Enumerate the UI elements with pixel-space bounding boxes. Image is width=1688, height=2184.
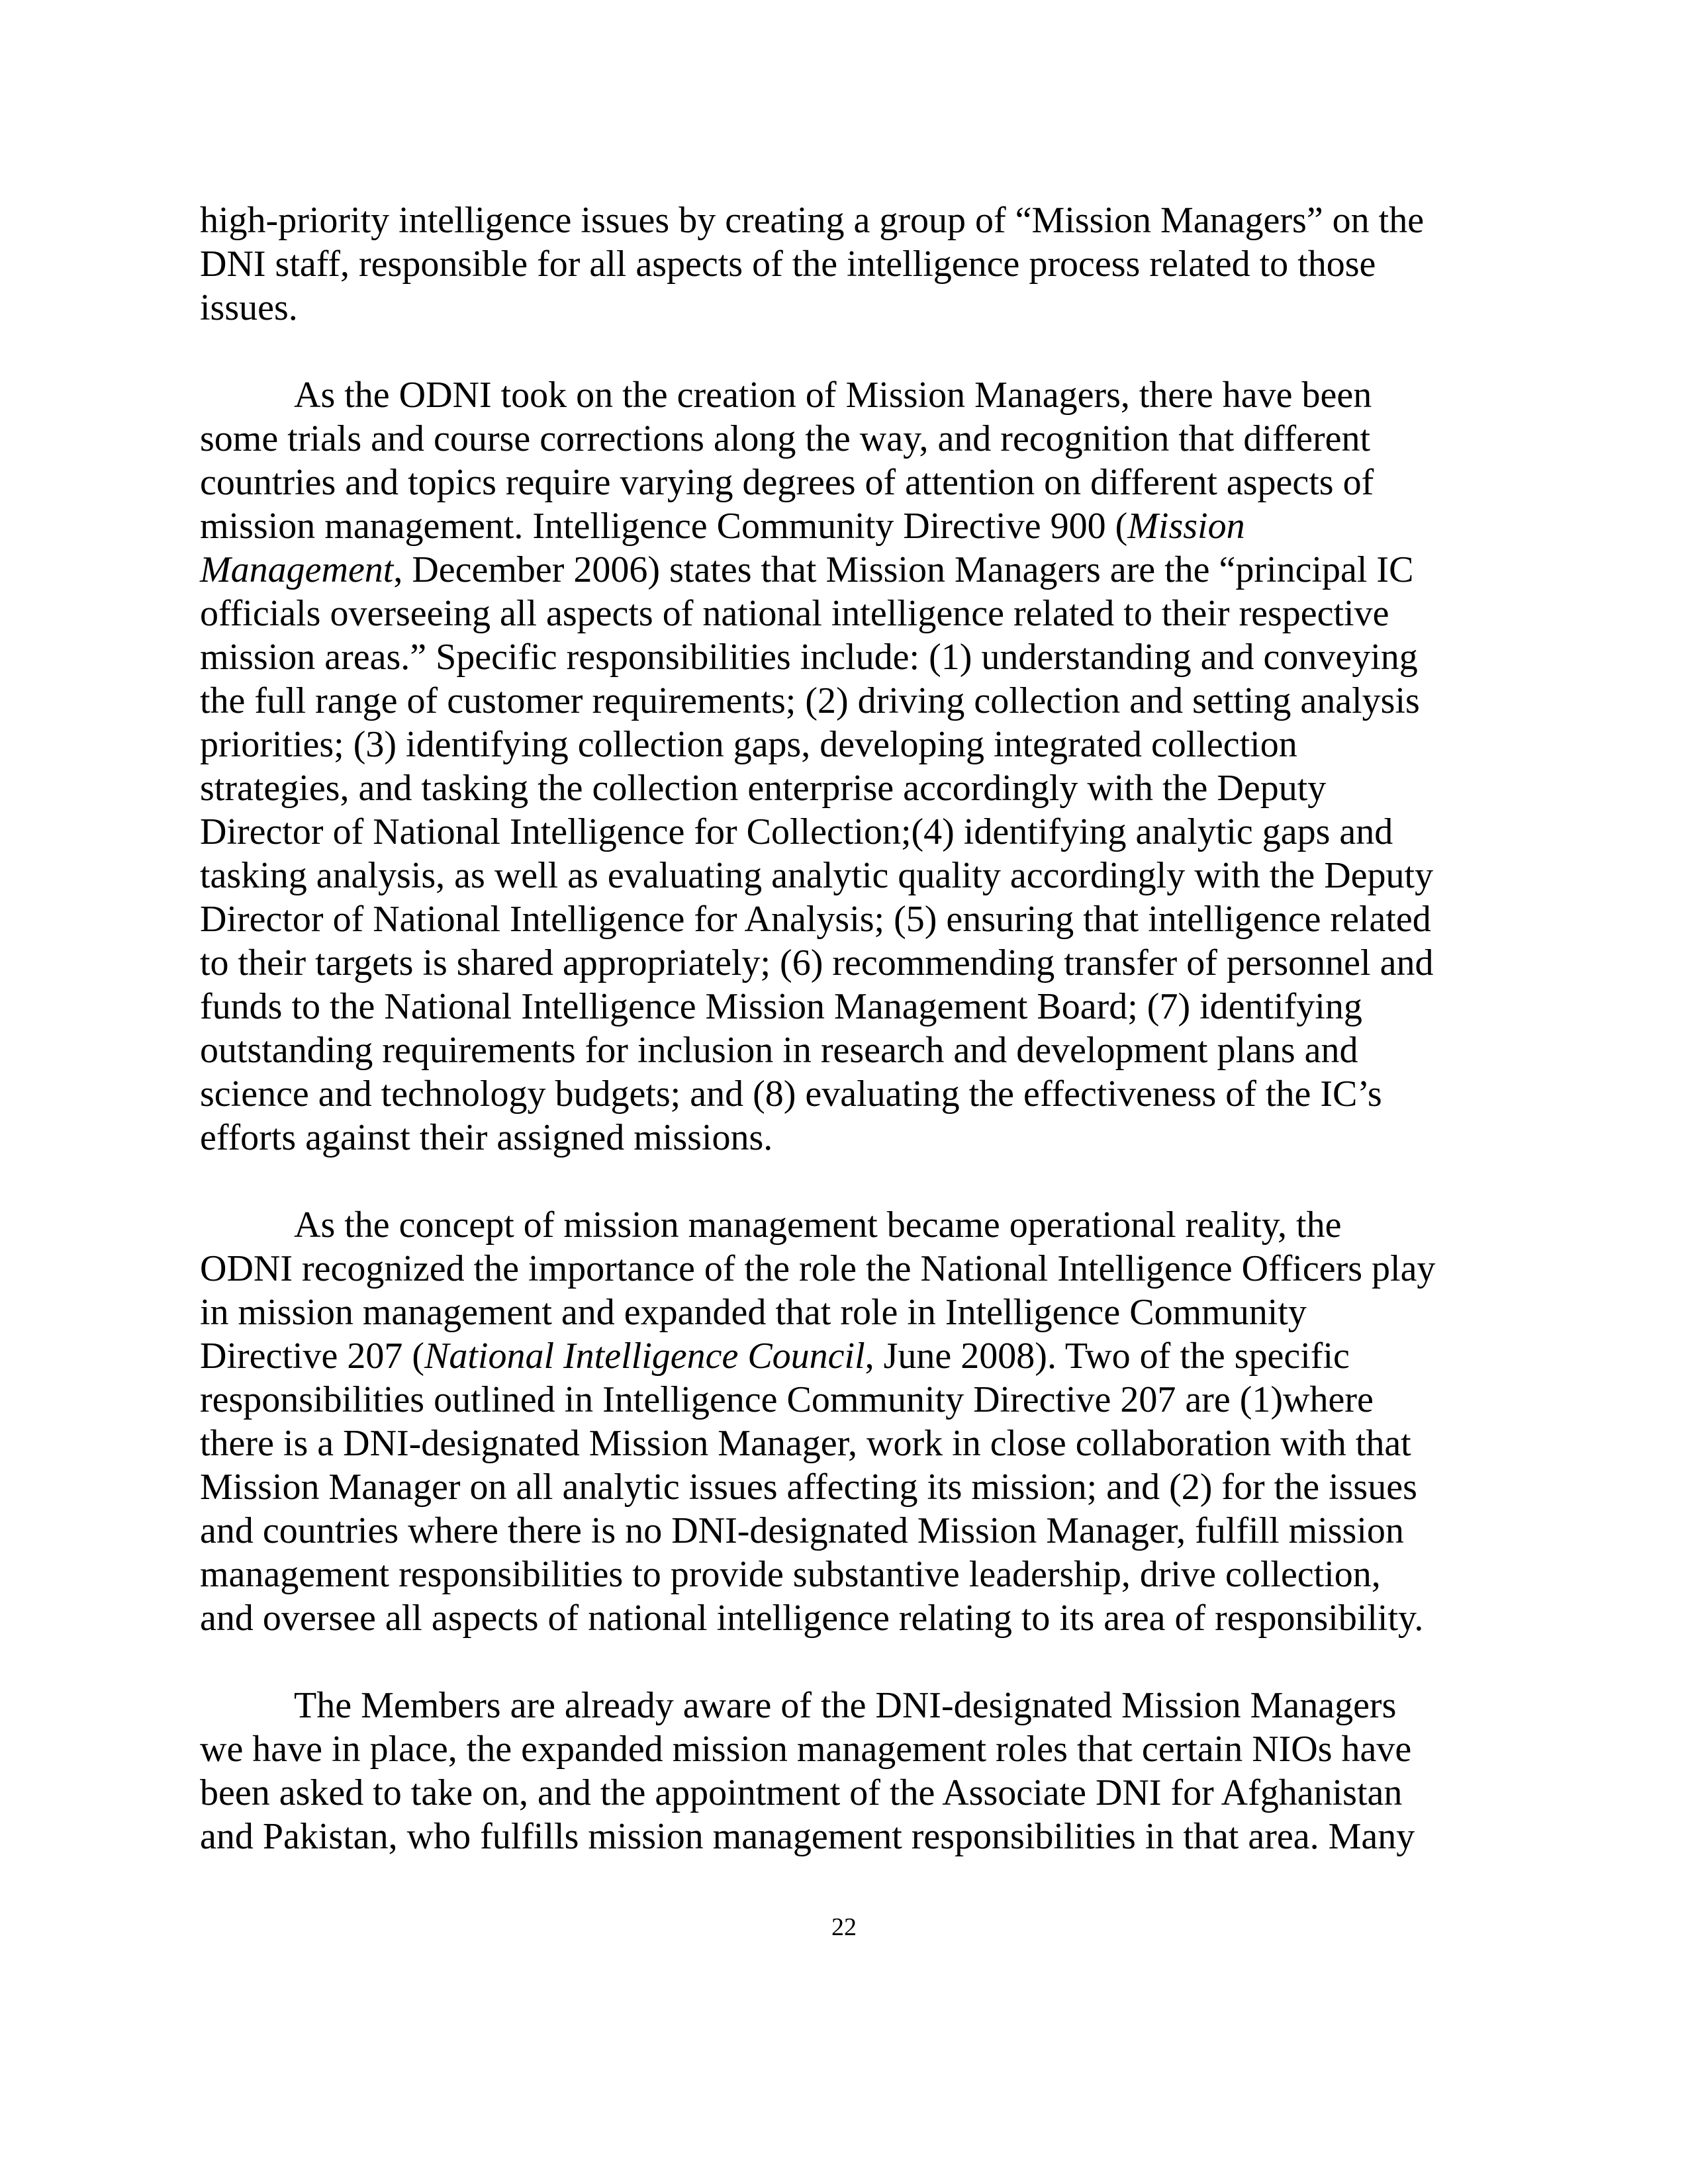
text-line: management responsibilities to provide substantive leadership, drive collection,	[200, 1554, 1381, 1595]
text-line	[200, 1334, 1497, 1378]
text-segment: Directive 207 (	[200, 1336, 424, 1377]
text-line: officials overseeing all aspects of national intelligence related to their respective	[200, 593, 1389, 634]
page-number: 22	[831, 1913, 857, 1941]
text-line: and Pakistan, who fulfills mission management responsibilities in that area. Many	[200, 1816, 1415, 1857]
text-line: Mission Manager on all analytic issues affecting its mission; and (2) for the issues	[200, 1467, 1417, 1508]
text-line: As the concept of mission management became operational reality, the	[294, 1205, 1342, 1246]
text-line: responsibilities outlined in Intelligence Community Directive 207 are (1)where	[200, 1379, 1374, 1420]
text-line: in mission management and expanded that role in Intelligence Community	[200, 1292, 1307, 1333]
text-line: to their targets is shared appropriately; (6) recommending transfer of personnel and	[200, 942, 1434, 983]
text-segment: mission management. Intelligence Community Directive 900 (	[200, 506, 1128, 547]
italic-title: National Intelligence Council	[424, 1336, 865, 1377]
text-line: Director of National Intelligence for Analysis; (5) ensuring that intelligence related	[200, 899, 1431, 940]
text-segment: , December 2006) states that Mission Managers are the “principal IC	[393, 549, 1414, 590]
text-line: the full range of customer requirements; (2) driving collection and setting analysis	[200, 680, 1420, 721]
italic-title: Mission	[1127, 506, 1245, 547]
text-line: some trials and course corrections along the way, and recognition that different	[200, 418, 1371, 459]
text-line: mission areas.” Specific responsibilities include: (1) understanding and conveying	[200, 637, 1418, 678]
text-line: ODNI recognized the importance of the role the National Intelligence Officers play	[200, 1248, 1436, 1289]
text-line: tasking analysis, as well as evaluating analytic quality accordingly with the Deputy	[200, 855, 1434, 896]
text-line: issues.	[200, 287, 298, 328]
text-line: DNI staff, responsible for all aspects of the intelligence process related to those	[200, 244, 1376, 285]
text-line: priorities; (3) identifying collection gaps, developing integrated collection	[200, 724, 1297, 765]
text-line: funds to the National Intelligence Mission Management Board; (7) identifying	[200, 986, 1362, 1027]
paragraph	[200, 1684, 1497, 1858]
italic-title: Management	[200, 549, 394, 590]
text-line: As the ODNI took on the creation of Mission Managers, there have been	[294, 375, 1372, 416]
text-line: science and technology budgets; and (8) evaluating the effectiveness of the IC’s	[200, 1073, 1382, 1115]
text-line: and oversee all aspects of national intelligence relating to its area of responsibility.	[200, 1598, 1424, 1639]
paragraph	[200, 373, 1497, 1160]
text-line: countries and topics require varying degrees of attention on different aspects of	[200, 462, 1374, 503]
text-line: high-priority intelligence issues by creating a group of “Mission Managers” on the	[200, 200, 1425, 241]
document-body	[200, 199, 1497, 1902]
text-line: been asked to take on, and the appointment of the Associate DNI for Afghanistan	[200, 1772, 1403, 1813]
text-line	[200, 548, 1497, 592]
text-line	[200, 504, 1497, 548]
text-line: outstanding requirements for inclusion in research and development plans and	[200, 1030, 1358, 1071]
text-line: and countries where there is no DNI-designated Mission Manager, fulfill mission	[200, 1510, 1404, 1551]
text-segment: , June 2008). Two of the specific	[865, 1336, 1350, 1377]
paragraph	[200, 199, 1497, 330]
text-line: we have in place, the expanded mission management roles that certain NIOs have	[200, 1729, 1412, 1770]
text-line: The Members are already aware of the DNI-designated Mission Managers	[294, 1685, 1397, 1726]
text-line: efforts against their assigned missions.	[200, 1117, 773, 1158]
paragraph	[200, 1203, 1497, 1640]
text-line: there is a DNI-designated Mission Manager, work in close collaboration with that	[200, 1423, 1411, 1464]
text-line: strategies, and tasking the collection enterprise accordingly with the Deputy	[200, 768, 1327, 809]
text-line: Director of National Intelligence for Collection;(4) identifying analytic gaps and	[200, 811, 1393, 852]
